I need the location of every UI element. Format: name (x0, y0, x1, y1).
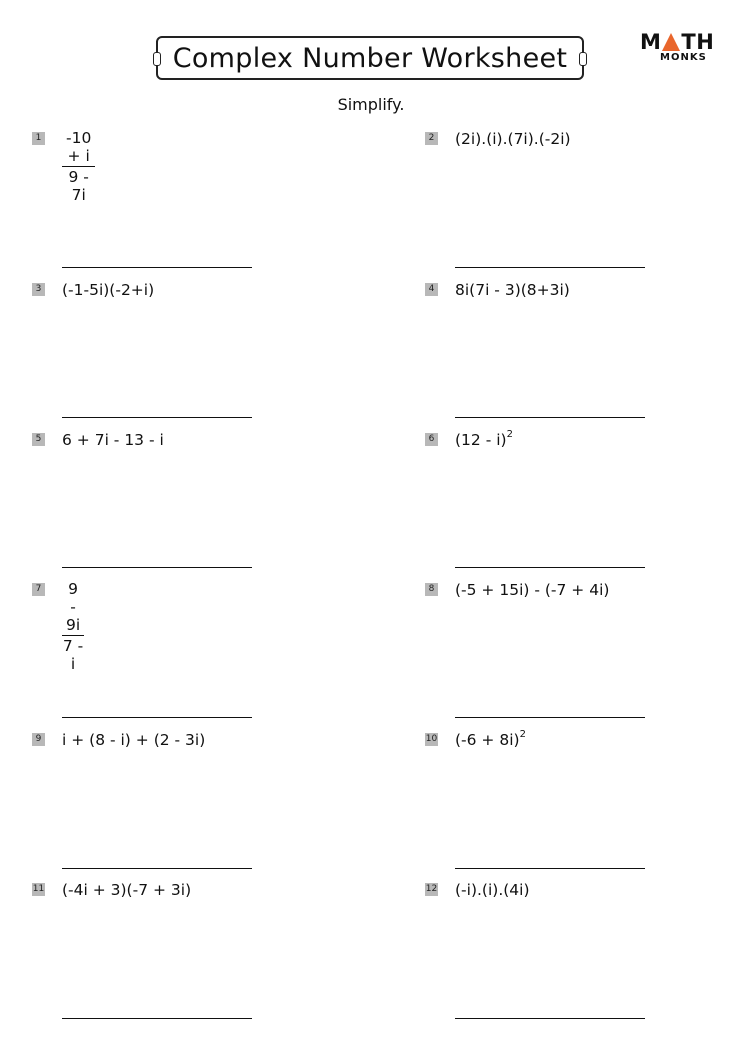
problem-number: 6 (425, 433, 438, 446)
problem-expression: (-4i + 3)(-7 + 3i) (62, 881, 192, 899)
problem-fraction (62, 580, 84, 673)
logo-math-text: M TH (640, 30, 715, 54)
logo-monks-text: MONKS (660, 52, 707, 63)
answer-line[interactable] (62, 567, 252, 568)
answer-line[interactable] (455, 567, 645, 568)
problem-fraction (62, 129, 95, 204)
problem-expression: (2i).(i).(7i).(-2i) (455, 130, 571, 148)
exponent: 2 (506, 429, 513, 440)
problem-expression: $(-6 + 8i)^2$ (455, 729, 526, 749)
problem-expression: (-i).(i).(4i) (455, 881, 530, 899)
fraction-denominator: 9 - 7i (68, 168, 89, 204)
instruction-text: Simplify. (337, 95, 405, 114)
fraction-numerator: 9 - 9i (62, 580, 84, 636)
problem-expression: (-1-5i)(-2+i) (62, 281, 155, 299)
answer-line[interactable] (62, 868, 252, 869)
answer-line[interactable] (455, 267, 645, 268)
problem-number: 3 (32, 283, 45, 296)
problem-number: 7 (32, 583, 45, 596)
problem-expression: 8i(7i - 3)(8+3i) (455, 281, 570, 299)
fraction-denominator: 7 - i (62, 637, 84, 673)
problem-expression: i + (8 - i) + (2 - 3i) (62, 731, 206, 749)
problem-number: 8 (425, 583, 438, 596)
math-monks-logo (640, 30, 720, 64)
problem-expression: (-5 + 15i) - (-7 + 4i) (455, 581, 610, 599)
problem-number: 2 (425, 132, 438, 145)
page-title: Complex Number Worksheet (172, 42, 568, 74)
fraction-numerator: -10 + i (62, 129, 95, 167)
problem-number: 5 (32, 433, 45, 446)
problem-expression: 6 + 7i - 13 - i (62, 431, 164, 449)
problem-number: 11 (32, 884, 45, 894)
problem-number: 12 (425, 884, 438, 894)
answer-line[interactable] (62, 417, 252, 418)
logo-triangle-icon (662, 33, 680, 51)
problem-number: 1 (32, 132, 45, 145)
answer-line[interactable] (455, 1018, 645, 1019)
problem-number: 9 (32, 733, 45, 746)
answer-line[interactable] (455, 717, 645, 718)
answer-line[interactable] (62, 717, 252, 718)
exponent: 2 (519, 729, 526, 740)
problem-expression: (12 - i)$^2$ (455, 429, 513, 449)
title-box-left-tab (153, 52, 161, 66)
answer-line[interactable] (62, 267, 252, 268)
problem-number: 10 (425, 734, 438, 744)
answer-line[interactable] (62, 1018, 252, 1019)
problem-number: 4 (425, 283, 438, 296)
title-box (156, 36, 584, 80)
answer-line[interactable] (455, 868, 645, 869)
title-box-right-tab (579, 52, 587, 66)
answer-line[interactable] (455, 417, 645, 418)
